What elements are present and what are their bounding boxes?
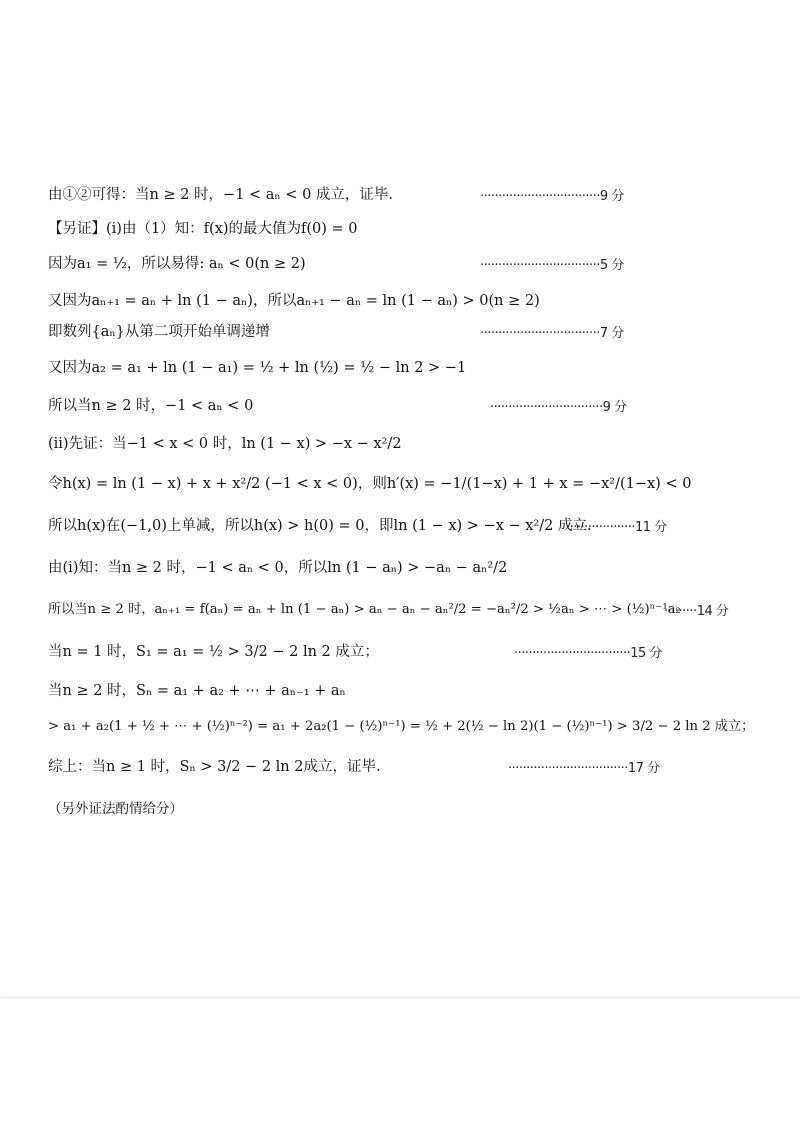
score-marker: ·································7 分 bbox=[480, 326, 624, 341]
line-7: 所以当n ≥ 2 时，−1 < aₙ < 0 bbox=[48, 398, 254, 414]
line-8: (ii)先证：当−1 < x < 0 时，ln (1 − x) > −x − x²/2 bbox=[48, 436, 402, 452]
line-2: 【另证】(i)由（1）知：f(x)的最大值为f(0) = 0 bbox=[48, 221, 358, 237]
score-marker: ·································17 分 bbox=[508, 761, 660, 776]
line-12: 所以当n ≥ 2 时，aₙ₊₁ = f(aₙ) = aₙ + ln (1 − aₙ) > aₙ − aₙ − aₙ²/2 = −aₙ²/2 > ½aₙ > ⋯ > (½)ⁿ⁻¹a₂ bbox=[48, 602, 681, 617]
line-16: 综上：当n ≥ 1 时，Sₙ > 3/2 − 2 ln 2成立，证毕. bbox=[48, 759, 381, 775]
line-14: 当n ≥ 2 时，Sₙ = a₁ + a₂ + ⋯ + aₙ₋₁ + aₙ bbox=[48, 683, 346, 699]
grading-note: （另外证法酌情给分） bbox=[48, 801, 183, 817]
score-marker: ·································5 分 bbox=[480, 258, 624, 273]
score-marker: ·······························9 分 bbox=[490, 400, 627, 415]
line-13: 当n = 1 时，S₁ = a₁ = ½ > 3/2 − 2 ln 2 成立； bbox=[48, 644, 379, 660]
line-1: 由①②可得：当n ≥ 2 时，−1 < aₙ < 0 成立，证毕. bbox=[48, 187, 394, 203]
page-divider bbox=[0, 997, 800, 998]
score-marker: ···················11 分 bbox=[566, 520, 667, 535]
score-marker: ·········14 分 bbox=[664, 604, 729, 619]
line-5: 即数列{aₙ}从第二项开始单调递增 bbox=[48, 324, 270, 340]
line-11: 由(i)知：当n ≥ 2 时，−1 < aₙ < 0，所以ln (1 − aₙ) > −aₙ − aₙ²/2 bbox=[48, 560, 508, 576]
line-3: 因为a₁ = ½，所以易得: aₙ < 0(n ≥ 2) bbox=[48, 256, 306, 272]
line-6: 又因为a₂ = a₁ + ln (1 − a₁) = ½ + ln (½) = ½ − ln 2 > −1 bbox=[48, 360, 467, 376]
line-9: 令h(x) = ln (1 − x) + x + x²/2 (−1 < x < 0)，则h′(x) = −1/(1−x) + 1 + x = −x²/(1−x) < 0 bbox=[48, 476, 692, 492]
score-marker: ································15 分 bbox=[514, 646, 662, 661]
line-4: 又因为aₙ₊₁ = aₙ + ln (1 − aₙ)，所以aₙ₊₁ − aₙ = ln (1 − aₙ) > 0(n ≥ 2) bbox=[48, 293, 540, 309]
line-10: 所以h(x)在(−1,0)上单减，所以h(x) > h(0) = 0，即ln (1 − x) > −x − x²/2 成立. bbox=[48, 518, 592, 534]
line-15: > a₁ + a₂(1 + ½ + ⋯ + (½)ⁿ⁻²) = a₁ + 2a₂(1 − (½)ⁿ⁻¹) = ½ + 2(½ − ln 2)(1 − (½)ⁿ⁻¹) > 3/2 − 2 ln 2 成立； bbox=[48, 719, 755, 734]
score-marker: ·································9 分 bbox=[480, 189, 624, 204]
